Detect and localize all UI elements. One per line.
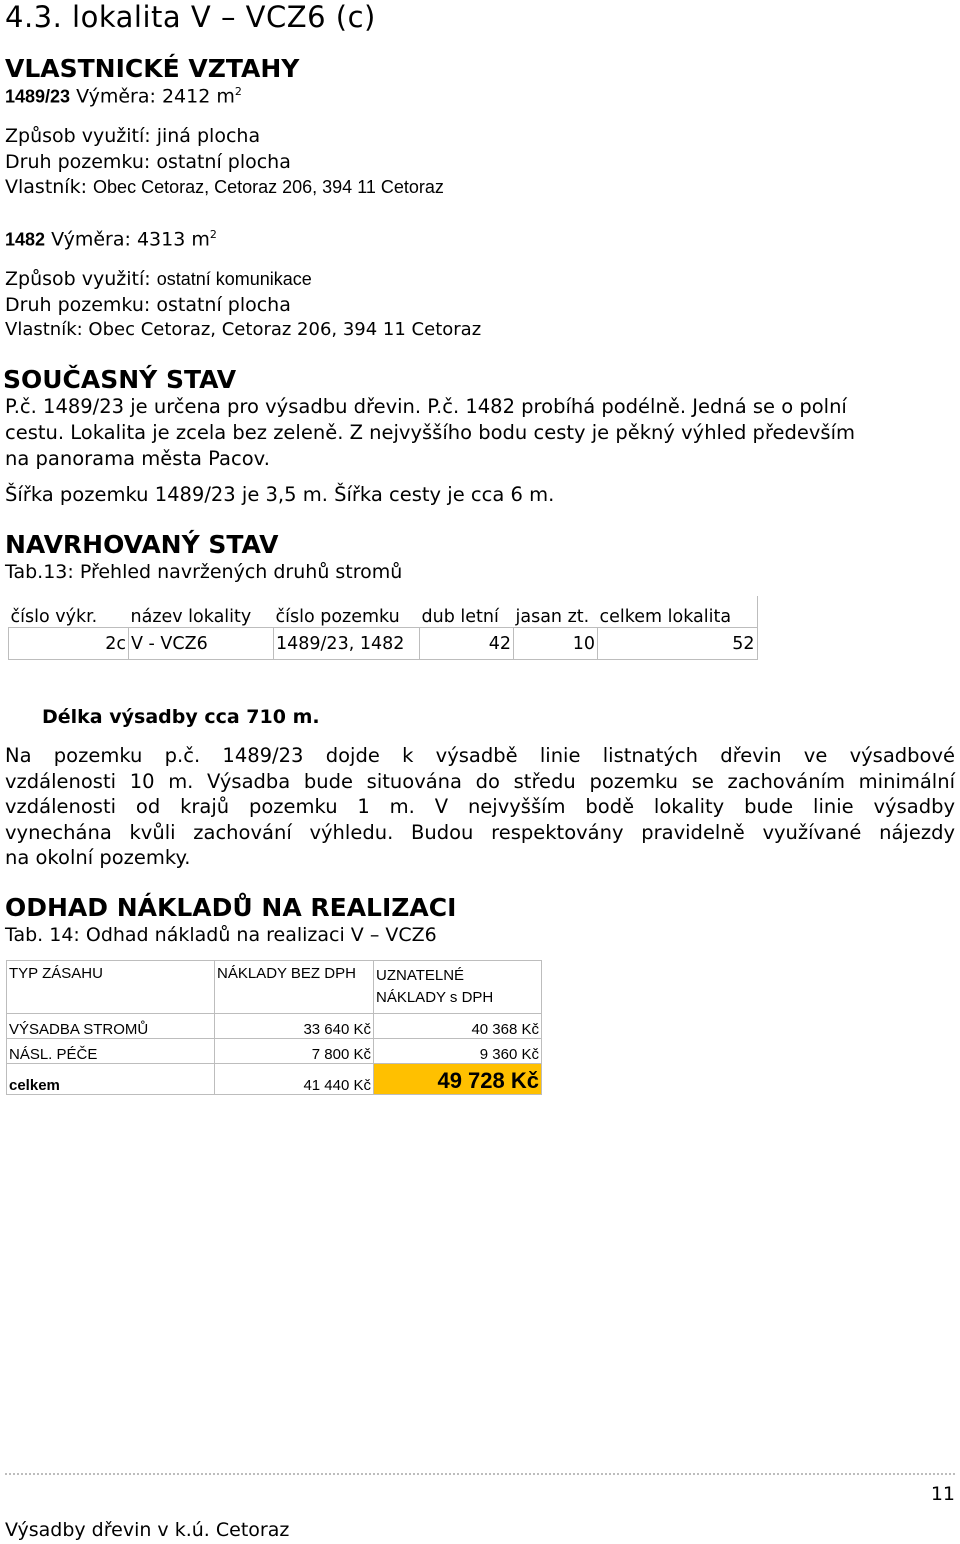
parcel1-owner-label: Vlastník: (5, 176, 87, 198)
costs-net-cell: 7 800 Kč (215, 1039, 374, 1064)
parcel2-area-label: Výměra: (51, 228, 131, 251)
costs-total-row (7, 1064, 542, 1095)
costs-gross-cell: 9 360 Kč (374, 1039, 542, 1064)
parcel2-kind (5, 294, 291, 316)
parcel2-kind-label: Druh pozemku: (5, 294, 151, 316)
species-cell: 42 (420, 628, 514, 660)
parcel1-use-label: Způsob využití: (5, 125, 151, 147)
section-heading: 4.3. lokalita V – VCZ6 (c) (5, 0, 376, 34)
costs-header-cell: NÁKLADY BEZ DPH (215, 961, 374, 1014)
costs-type-cell: NÁSL. PÉČE (7, 1039, 215, 1064)
desc-line: vzdálenosti od krajů pozemku 1 m. V nejvyšším bodě lokality bude linie výsadby (5, 795, 955, 819)
costs-header-line: NÁKLADY s DPH (376, 989, 494, 1006)
species-cell: 2c (9, 628, 129, 660)
parcel1-use-value: jiná plocha (156, 125, 261, 147)
parcel2-owner-value: Obec Cetoraz, Cetoraz 206, 394 11 Cetoraz (88, 319, 482, 340)
current-state-widths: Šířka pozemku 1489/23 je 3,5 m. Šířka cesty je cca 6 m. (5, 483, 555, 506)
page-number: 11 (930, 1483, 955, 1505)
table14-caption: Tab. 14: Odhad nákladů na realizaci V – VCZ6 (5, 924, 437, 946)
current-state-line1: P.č. 1489/23 je určena pro výsadbu dřevin. P.č. 1482 probíhá podélně. Jedná se o polní (5, 395, 847, 418)
parcel1-owner (5, 176, 444, 198)
parcel1-area-exp: 2 (234, 85, 242, 98)
parcel2-use-value: ostatní komunikace (156, 269, 312, 289)
parcel1-area-label: Výměra: (76, 85, 156, 108)
species-header-cell: číslo výkr. (9, 596, 129, 628)
species-cell: V - VCZ6 (129, 628, 274, 660)
parcel2-owner-label: Vlastník: (5, 319, 83, 340)
parcel1-area-value: 2412 m (161, 85, 235, 108)
species-table (8, 596, 758, 660)
parcel2-owner (5, 319, 481, 340)
species-header-cell: celkem lokalita (598, 596, 758, 628)
costs-header-cell (374, 961, 542, 1014)
costs-row (7, 1014, 542, 1039)
parcel2-area-exp: 2 (209, 228, 217, 241)
parcel1-kind-label: Druh pozemku: (5, 151, 151, 173)
species-header-cell: číslo pozemku (274, 596, 420, 628)
parcel2-area-value: 4313 m (136, 228, 210, 251)
desc-line: Na pozemku p.č. 1489/23 dojde k výsadbě linie listnatých dřevin ve výsadbové (5, 744, 955, 767)
species-cell: 1489/23, 1482 (274, 628, 420, 660)
costs-gross-cell: 40 368 Kč (374, 1014, 542, 1039)
costs-header-cell: TYP ZÁSAHU (7, 961, 215, 1014)
current-state-line2: cestu. Lokalita je zcela bez zeleně. Z nejvyššího bodu cesty je pěkný výhled především (5, 421, 856, 444)
species-cell: 10 (514, 628, 598, 660)
costs-total-gross: 49 728 Kč (374, 1064, 542, 1095)
parcel2-area (5, 228, 217, 250)
costs-title: ODHAD NÁKLADŮ NA REALIZACI (5, 893, 457, 922)
planting-description (5, 743, 955, 871)
planting-length: Délka výsadby cca 710 m. (42, 706, 320, 728)
parcel2-number: 1482 (5, 229, 46, 250)
species-table-header (9, 596, 758, 628)
parcel1-area (5, 85, 242, 107)
costs-total-label: celkem (7, 1064, 215, 1095)
desc-line: vzdálenosti 10 m. Výsadba bude situována do středu pozemku se zachováním minimální (5, 769, 955, 793)
parcel2-kind-value: ostatní plocha (156, 294, 291, 316)
species-header-cell: jasan zt. (514, 596, 598, 628)
costs-net-cell: 33 640 Kč (215, 1014, 374, 1039)
parcel1-use (5, 125, 260, 147)
parcel2-use (5, 268, 312, 290)
species-header-cell: dub letní (420, 596, 514, 628)
parcel1-number: 1489/23 (5, 86, 71, 107)
ownership-title: VLASTNICKÉ VZTAHY (5, 54, 300, 83)
current-state-line3: na panorama města Pacov. (5, 447, 270, 470)
species-cell: 52 (598, 628, 758, 660)
parcel1-kind-value: ostatní plocha (156, 151, 291, 173)
footer-divider (5, 1473, 955, 1475)
parcel1-kind (5, 151, 291, 173)
costs-total-net: 41 440 Kč (215, 1064, 374, 1095)
desc-line: vynechána kvůli zachování výhledu. Budou respektovány pravidelně využívané nájezdy (5, 820, 955, 844)
parcel2-use-label: Způsob využití: (5, 268, 151, 290)
costs-row (7, 1039, 542, 1064)
proposed-state-title: NAVRHOVANÝ STAV (5, 530, 279, 559)
current-state-title: SOUČASNÝ STAV (3, 365, 237, 394)
costs-type-cell: VÝSADBA STROMŮ (7, 1014, 215, 1039)
costs-table (6, 960, 542, 1095)
parcel1-owner-value: Obec Cetoraz, Cetoraz 206, 394 11 Cetoraz (93, 177, 444, 197)
costs-header-row (7, 961, 542, 1014)
costs-header-line: UZNATELNÉ (376, 967, 465, 984)
table13-caption: Tab.13: Přehled navržených druhů stromů (5, 561, 403, 583)
species-table-row (9, 628, 758, 660)
desc-line: na okolní pozemky. (5, 846, 191, 870)
footer-title: Výsadby dřevin v k.ú. Cetoraz (5, 1519, 290, 1541)
species-header-cell: název lokality (129, 596, 274, 628)
